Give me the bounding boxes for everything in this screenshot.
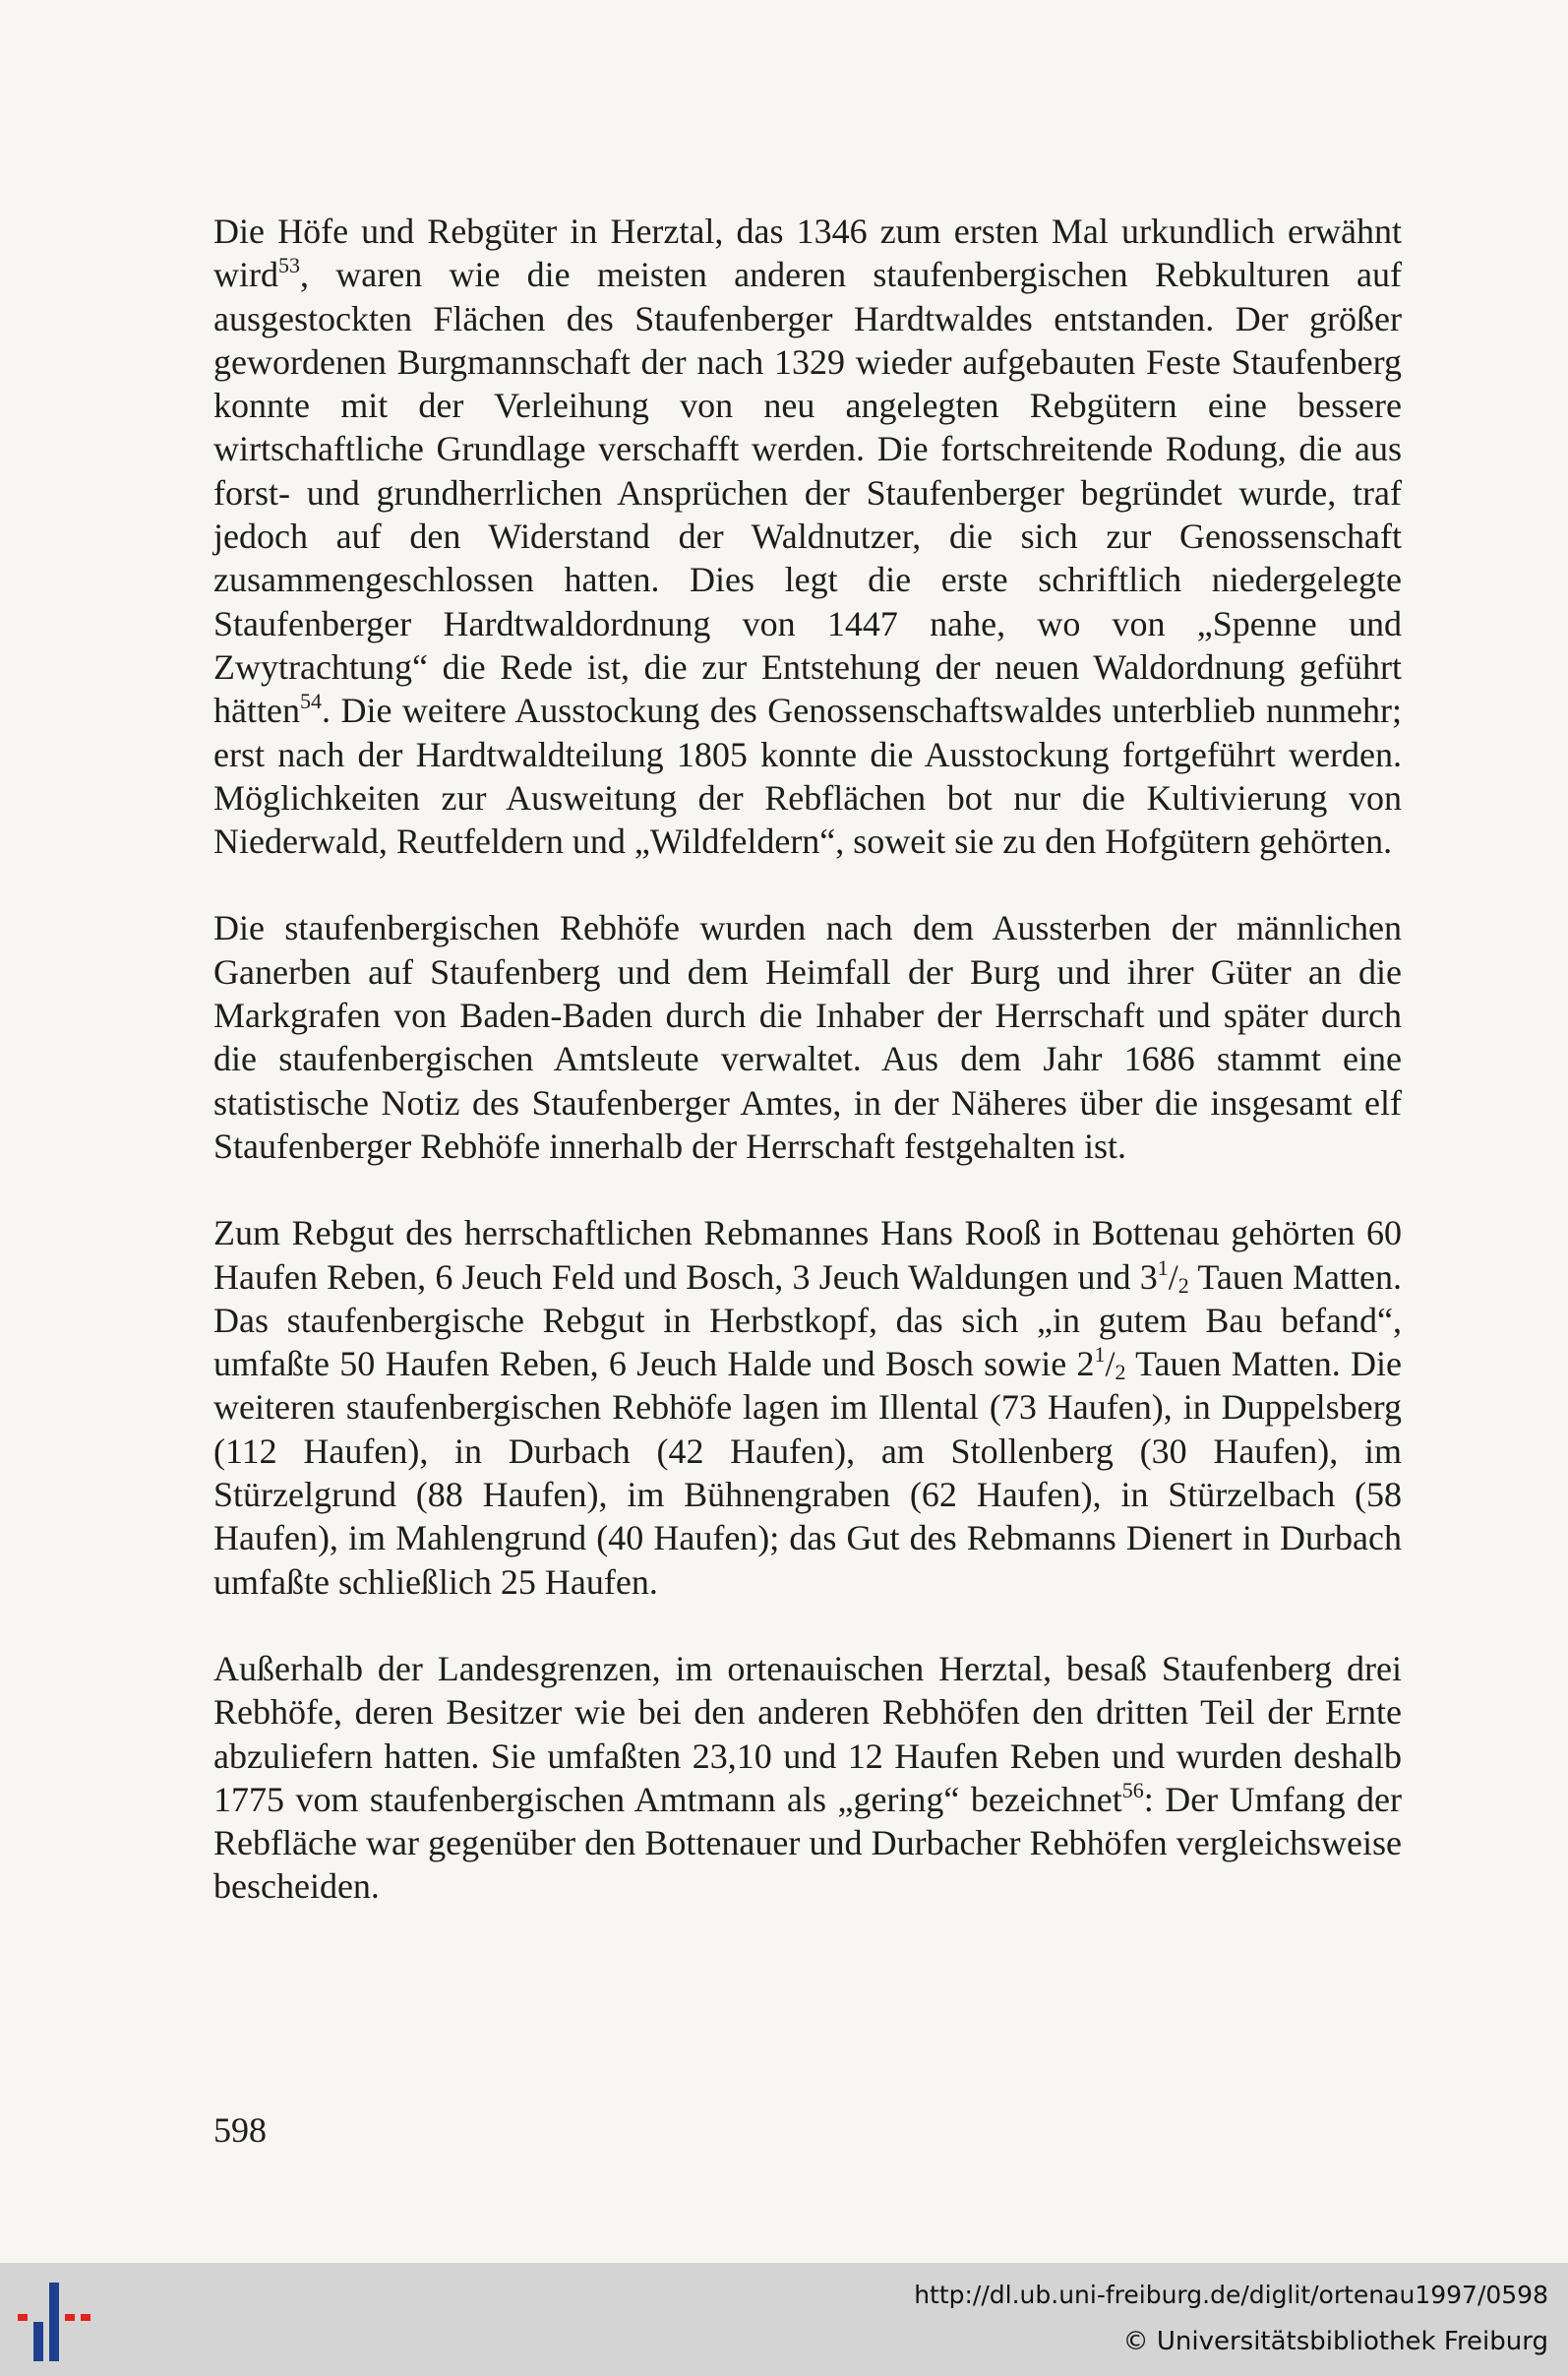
footnote-ref-53: 53: [278, 253, 300, 278]
footnote-ref-56: 56: [1121, 1777, 1144, 1802]
footer-bar: [0, 2263, 1568, 2376]
footnote-ref-54: 54: [299, 689, 322, 714]
page-number: 598: [213, 2110, 267, 2150]
source-url-link[interactable]: http://dl.ub.uni-freiburg.de/diglit/ortenau1997/0598: [914, 2281, 1548, 2309]
copyright-text: © Universitätsbibliothek Freiburg: [1122, 2327, 1548, 2356]
paragraph-4: Außerhalb der Landesgrenzen, im ortenauischen Herztal, besaß Staufenberg drei Rebhöfe, deren Besitzer wie bei den anderen Rebhöfen den dritten Teil der Ernte abzuliefern hatten. Sie umfaßten 23,10 und 12 Haufen Reben und wurden deshalb 1775 vom staufenbergischen Amtmann als „gering“ bezeichnet$^{56}$: Der Umfang der Rebfläche war gegenüber den Bottenauer und Durbacher Rebhöfen vergleichsweise bescheiden.: [213, 1648, 1402, 1907]
ub-freiburg-logo-icon: [10, 2277, 98, 2365]
paragraph-2: Die staufenbergischen Rebhöfe wurden nach dem Aussterben der männlichen Ganerben auf Staufenberg und dem Heimfall der Burg und ihrer Güter an die Markgrafen von Baden-Baden durch die Inhaber der Herrschaft und später durch die staufenbergischen Amtsleute verwaltet. Aus dem Jahr 1686 stammt eine statistische Notiz des Staufenberger Amtes, in der Näheres über die insgesamt elf Staufenberger Rebhöfe innerhalb der Herrschaft festgehalten ist.: [213, 908, 1402, 1166]
paragraph-3: Zum Rebgut des herrschaftlichen Rebmannes Hans Rooß in Bottenau gehörten 60 Haufen Reben, 6 Jeuch Feld und Bosch, 3 Jeuch Waldungen und $3^1/_2$ Tauen Matten. Das staufenbergische Rebgut in Herbstkopf, das sich „in gutem Bau befand“, umfaßte 50 Haufen Reben, 6 Jeuch Halde und Bosch sowie $2^1/_2$ Tauen Matten. Die weiteren staufenbergischen Rebhöfe lagen im Illental (73 Haufen), in Duppelsberg (112 Haufen), in Durbach (42 Haufen), am Stollenberg (30 Haufen), im Stürzelgrund (88 Haufen), im Bühnengraben (62 Haufen), in Stürzelbach (58 Haufen), im Mahlengrund (40 Haufen); das Gut des Rebmanns Dienert in Durbach umfaßte schließlich 25 Haufen.: [213, 1213, 1403, 1602]
paragraph-1: Die Höfe und Rebgüter in Herztal, das 1346 zum ersten Mal urkundlich erwähnt wird$^{53}$, waren wie die meisten anderen staufenbergischen Rebkulturen auf ausgestockten Flächen des Staufenberger Hardtwaldes entstanden. Der größer gewordenen Burgmannschaft der nach 1329 wieder aufgebauten Feste Staufenberg konnte mit der Verleihung von neu angelegten Rebgütern eine bessere wirtschaftliche Grundlage verschafft werden. Die fortschreitende Rodung, die aus forst- und grundherrlichen Ansprüchen der Staufenberger begründet wurde, traf jedoch auf den Widerstand der Waldnutzer, die sich zur Genossenschaft zusammengeschlossen hatten. Dies legt die erste schriftlich niedergelegte Staufenberger Hardtwaldordnung von 1447 nahe, wo von „Spenne und Zwytrachtung“ die Rede ist, die zur Entstehung der neuen Waldordnung geführt hätten$^{54}$. Die weitere Ausstockung des Genossenschaftswaldes unterblieb nunmehr; erst nach der Hardtwaldteilung 1805 konnte die Ausstockung fortgeführt werden. Möglichkeiten zur Ausweitung der Rebflächen bot nur die Kultivierung von Niederwald, Reutfeldern und „Wildfeldern“, soweit sie zu den Hofgütern gehörten.: [213, 212, 1402, 862]
fraction-one-half: $^1/_2$: [1157, 1254, 1189, 1298]
body-text: [213, 210, 1402, 1952]
fraction-one-half: $^1/_2$: [1094, 1342, 1126, 1385]
